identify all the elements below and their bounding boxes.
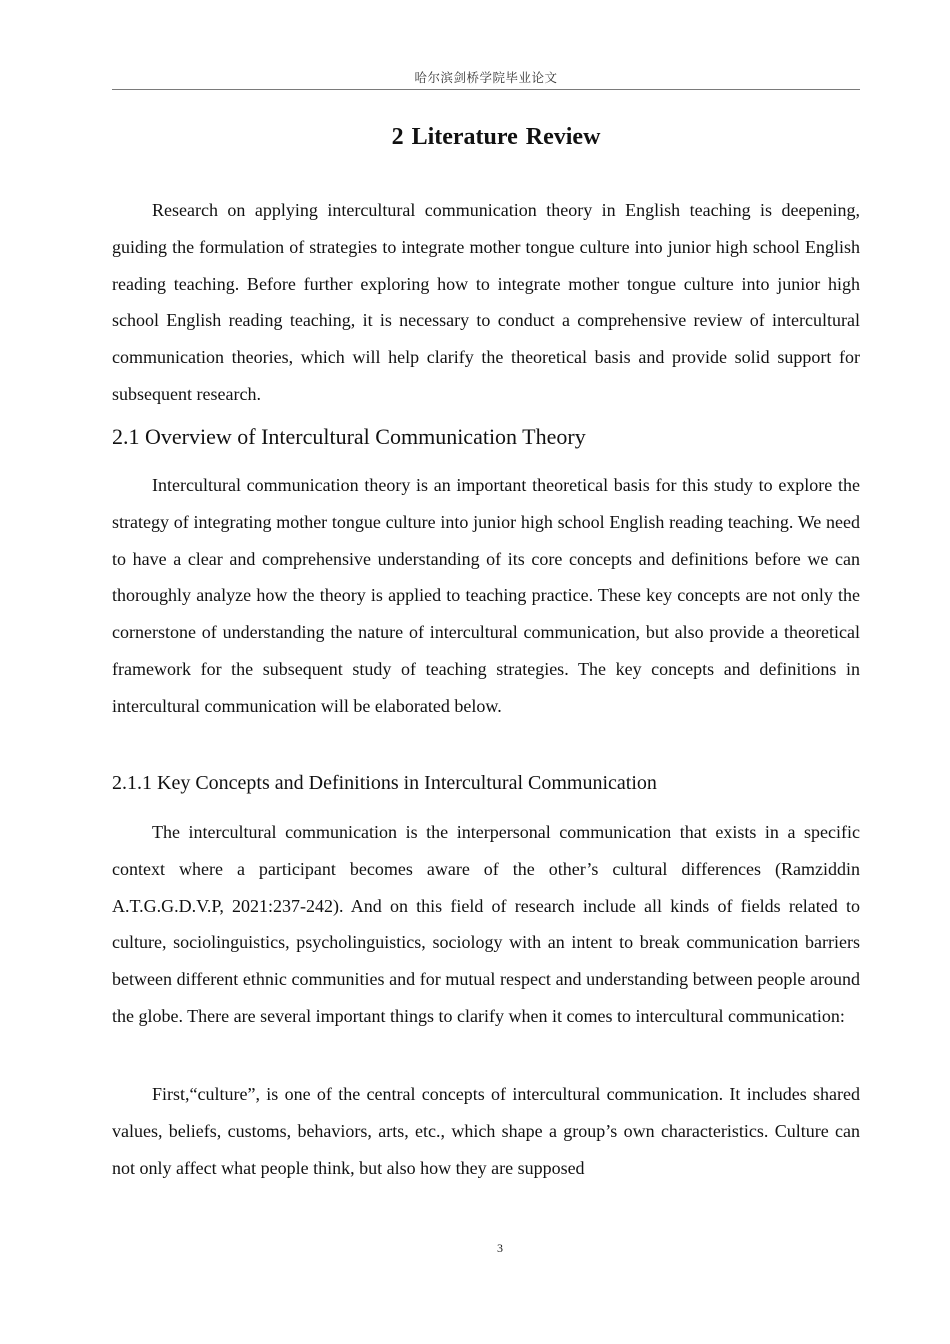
page-number: 3: [497, 1241, 503, 1255]
intro-paragraph: Research on applying intercultural communication theory in English teaching is deepening, guiding the formulation of strategies to integrate mother tongue culture into junior high school English reading teaching. Before further exploring how to integrate mother tongue culture into junior high school English reading teaching, it is necessary to conduct a comprehensive review of intercultural communication theories, which will help clarify the theoretical basis and provide solid support for subsequent research.: [112, 200, 860, 404]
definition-paragraph: The intercultural communication is the interpersonal communication that exists in a specific context where a participant becomes aware of the other’s cultural differences (Ramziddin A.T.G.G.D.V.P, 2021:237-242). And on this field of research include all kinds of fields related to culture, sociolinguistics, psycholinguistics, sociology with an intent to break communication barriers between different ethnic communities and for mutual respect and understanding between people around the globe. There are several important things to clarify when it comes to intercultural communication:: [112, 822, 860, 1026]
overview-paragraph: Intercultural communication theory is an important theoretical basis for this study to explore the strategy of integrating mother tongue culture into junior high school English reading teaching. We need to have a clear and comprehensive understanding of its core concepts and definitions before we can thoroughly analyze how the theory is applied to teaching practice. These key concepts are not only the cornerstone of understanding the nature of intercultural communication, but also provide a theoretical framework for the subsequent study of teaching strategies. The key concepts and definitions in intercultural communication will be elaborated below.: [112, 475, 860, 716]
culture-paragraph: First,“culture”, is one of the central concepts of intercultural communication. It includes shared values, beliefs, customs, behaviors, arts, etc., which shape a group’s own characteristics. Culture can not only affect what people think, but also how they are supposed: [112, 1084, 860, 1178]
header-divider: [112, 89, 860, 90]
chapter-title: 2 Literature Review: [391, 124, 601, 150]
section-heading-2-1-1: 2.1.1 Key Concepts and Definitions in Intercultural Communication: [112, 772, 657, 794]
section-heading-2-1: 2.1 Overview of Intercultural Communication Theory: [112, 424, 586, 449]
page-header: 哈尔滨剑桥学院毕业论文: [414, 70, 558, 85]
